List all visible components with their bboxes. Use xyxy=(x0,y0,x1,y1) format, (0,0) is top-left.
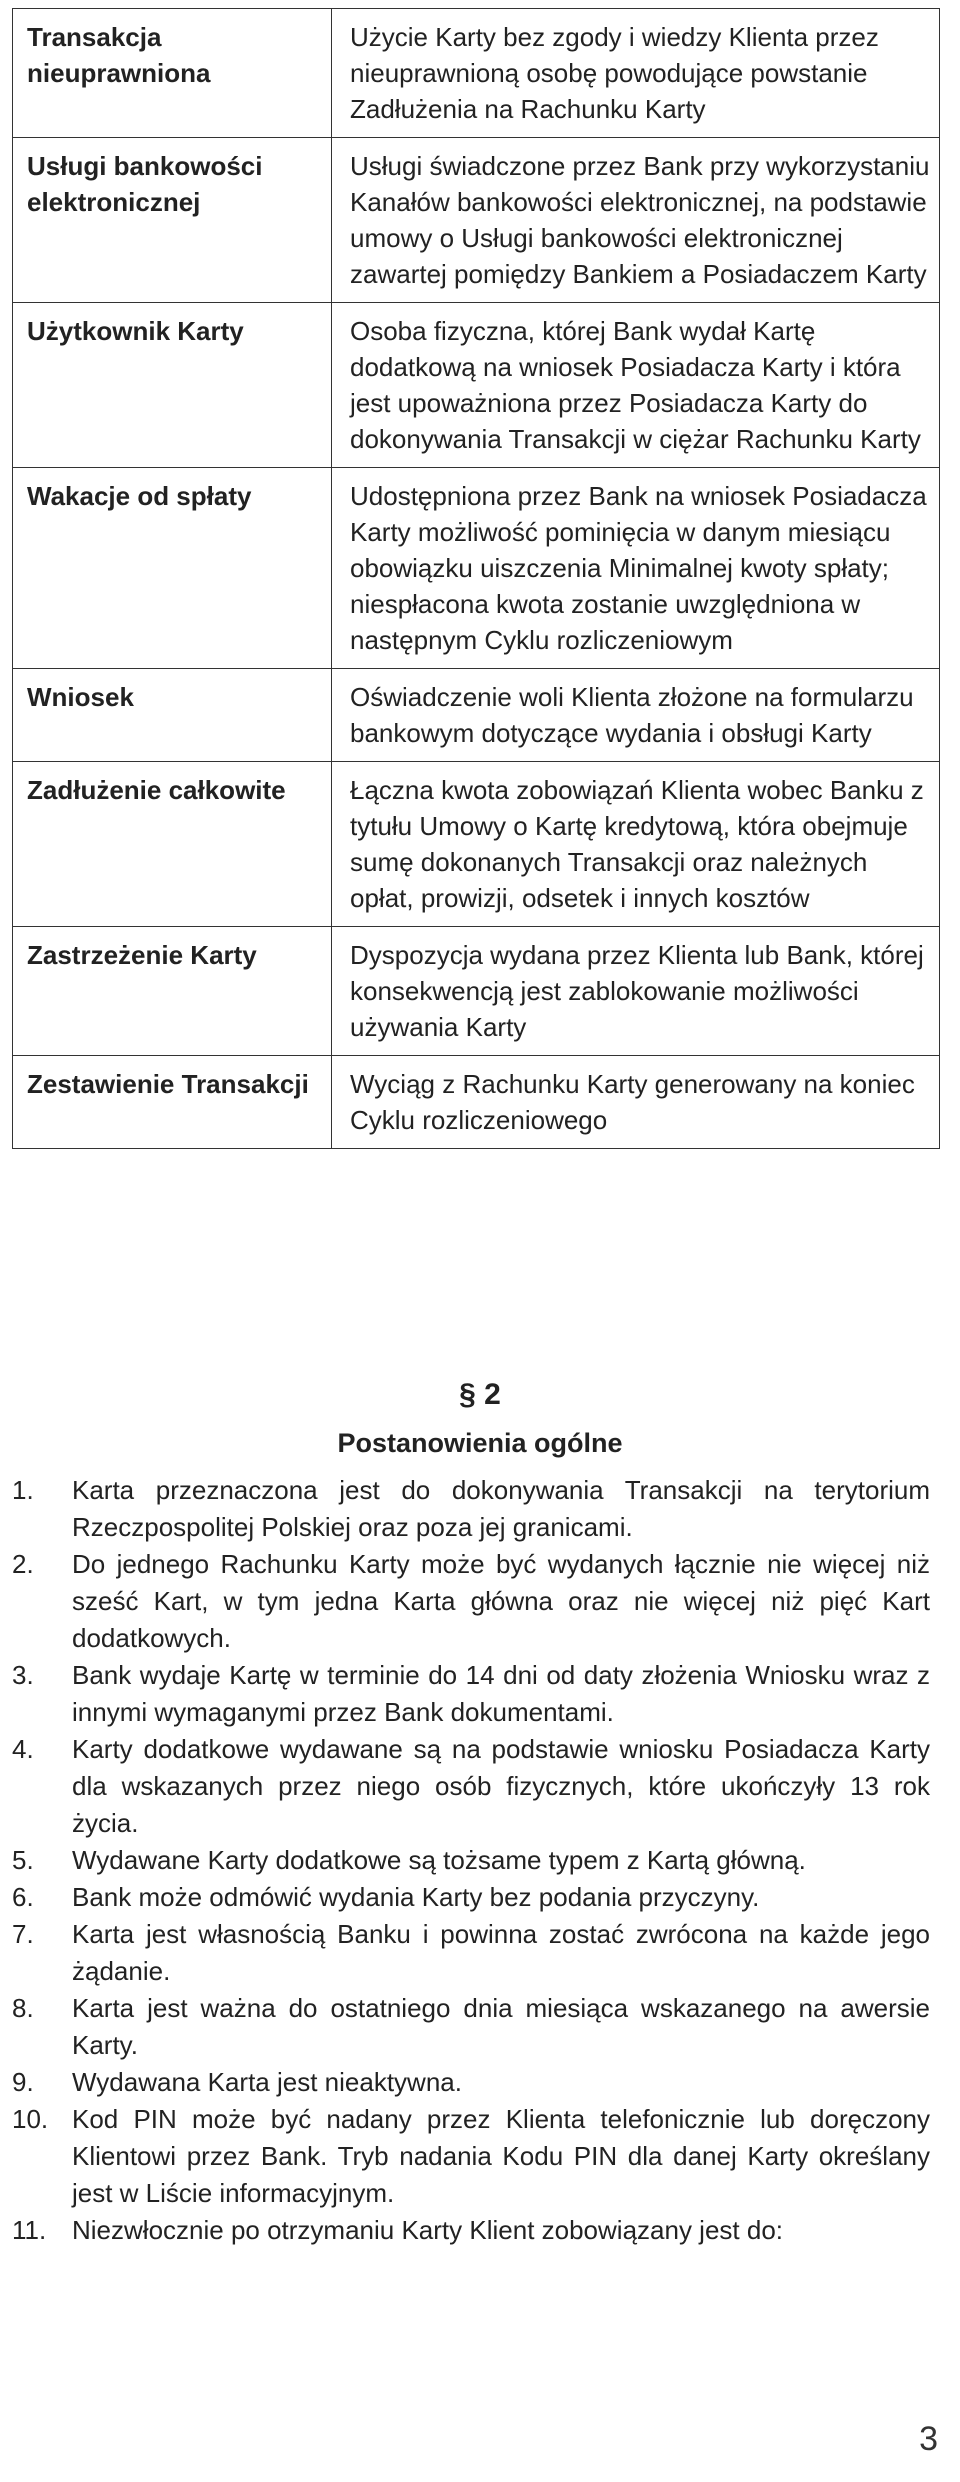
definition-term: Wakacje od spłaty xyxy=(13,468,332,669)
list-item-number: 6. xyxy=(12,1882,34,1912)
definition-term: Usługi bankowości elektronicznej xyxy=(13,138,332,303)
page-number: 3 xyxy=(919,2420,938,2458)
list-item-number: 7. xyxy=(12,1919,34,1949)
definition-row xyxy=(13,1056,940,1149)
definition-text: Osoba fizyczna, której Bank wydał Kartę dodatkową na wniosek Posiadacza Karty i która jest upoważniona przez Posiadacza Karty do dokonywania Transakcji w ciężar Rachunku Karty xyxy=(332,303,940,468)
list-item-text: Bank może odmówić wydania Karty bez podania przyczyny. xyxy=(72,1882,760,1912)
definition-text: Dyspozycja wydana przez Klienta lub Bank, której konsekwencją jest zablokowanie możliwości używania Karty xyxy=(332,927,940,1056)
list-item-text: Karta przeznaczona jest do dokonywania Transakcji na terytorium Rzeczpospolitej Polskiej oraz poza jej granicami. xyxy=(72,1475,930,1542)
list-item xyxy=(0,2212,960,2249)
list-item-text: Karty dodatkowe wydawane są na podstawie wniosku Posiadacza Karty dla wskazanych przez niego osób fizycznych, które ukończyły 13 rok życia. xyxy=(72,1734,930,1838)
definition-row xyxy=(13,138,940,303)
list-item-number: 1. xyxy=(12,1475,34,1505)
list-item-text: Kod PIN może być nadany przez Klienta telefonicznie lub doręczony Klientowi przez Bank. Tryb nadania Kodu PIN dla danej Karty określany jest w Liście informacyjnym. xyxy=(72,2104,930,2208)
definition-text: Usługi świadczone przez Bank przy wykorzystaniu Kanałów bankowości elektronicznej, na podstawie umowy o Usługi bankowości elektronicznej zawartej pomiędzy Bankiem a Posiadaczem Karty xyxy=(332,138,940,303)
list-item-text: Do jednego Rachunku Karty może być wydanych łącznie nie więcej niż sześć Kart, w tym jedna Karta główna oraz nie więcej niż pięć Kart dodatkowych. xyxy=(72,1549,930,1653)
general-provisions-list xyxy=(0,1472,960,2249)
definition-text: Łączna kwota zobowiązań Klienta wobec Banku z tytułu Umowy o Kartę kredytową, która obejmuje sumę dokonanych Transakcji oraz należnych opłat, prowizji, odsetek i innych kosztów xyxy=(332,762,940,927)
definition-row xyxy=(13,669,940,762)
list-item xyxy=(0,1546,960,1657)
section-number: § 2 xyxy=(459,1378,501,1411)
definition-row xyxy=(13,762,940,927)
list-item-number: 8. xyxy=(12,1993,34,2023)
definition-term: Zadłużenie całkowite xyxy=(13,762,332,927)
definition-term: Zastrzeżenie Karty xyxy=(13,927,332,1056)
definition-text: Wyciąg z Rachunku Karty generowany na koniec Cyklu rozliczeniowego xyxy=(332,1056,940,1149)
definition-row xyxy=(13,9,940,138)
definition-text: Oświadczenie woli Klienta złożone na formularzu bankowym dotyczące wydania i obsługi Karty xyxy=(332,669,940,762)
list-item-text: Bank wydaje Kartę w terminie do 14 dni od daty złożenia Wniosku wraz z innymi wymaganymi przez Bank dokumentami. xyxy=(72,1660,930,1727)
list-item-number: 11. xyxy=(12,2215,47,2245)
list-item xyxy=(0,2064,960,2101)
list-item-number: 4. xyxy=(12,1734,34,1764)
list-item-number: 3. xyxy=(12,1660,34,1690)
definition-text: Użycie Karty bez zgody i wiedzy Klienta przez nieuprawnioną osobę powodujące powstanie Zadłużenia na Rachunku Karty xyxy=(332,9,940,138)
definitions-table xyxy=(12,8,940,1149)
list-item xyxy=(0,2101,960,2212)
list-item xyxy=(0,1731,960,1842)
definition-term: Zestawienie Transakcji xyxy=(13,1056,332,1149)
list-item xyxy=(0,1916,960,1990)
list-item-number: 5. xyxy=(12,1845,34,1875)
list-item xyxy=(0,1842,960,1879)
list-item-text: Niezwłocznie po otrzymaniu Karty Klient zobowiązany jest do: xyxy=(72,2215,784,2245)
list-item xyxy=(0,1879,960,1916)
list-item xyxy=(0,1472,960,1546)
definition-row xyxy=(13,468,940,669)
definition-term: Transakcja nieuprawniona xyxy=(13,9,332,138)
definition-term: Użytkownik Karty xyxy=(13,303,332,468)
list-item-number: 9. xyxy=(12,2067,34,2097)
list-item xyxy=(0,1657,960,1731)
list-item-text: Wydawane Karty dodatkowe są tożsame typem z Kartą główną. xyxy=(72,1845,806,1875)
definitions-body xyxy=(13,9,940,1149)
list-item-number: 10. xyxy=(12,2104,49,2134)
definition-row xyxy=(13,303,940,468)
list-item-text: Karta jest własnością Banku i powinna zostać zwrócona na każde jego żądanie. xyxy=(72,1919,930,1986)
definition-row xyxy=(13,927,940,1056)
section-title: Postanowienia ogólne xyxy=(337,1428,623,1458)
definition-text: Udostępniona przez Bank na wniosek Posiadacza Karty możliwość pominięcia w danym miesiącu obowiązku uiszczenia Minimalnej kwoty spłaty; niespłacona kwota zostanie uwzględniona w następnym Cyklu rozliczeniowym xyxy=(332,468,940,669)
list-item-number: 2. xyxy=(12,1549,34,1579)
list-item xyxy=(0,1990,960,2064)
definition-term: Wniosek xyxy=(13,669,332,762)
list-item-text: Wydawana Karta jest nieaktywna. xyxy=(72,2067,462,2097)
list-item-text: Karta jest ważna do ostatniego dnia miesiąca wskazanego na awersie Karty. xyxy=(72,1993,930,2060)
